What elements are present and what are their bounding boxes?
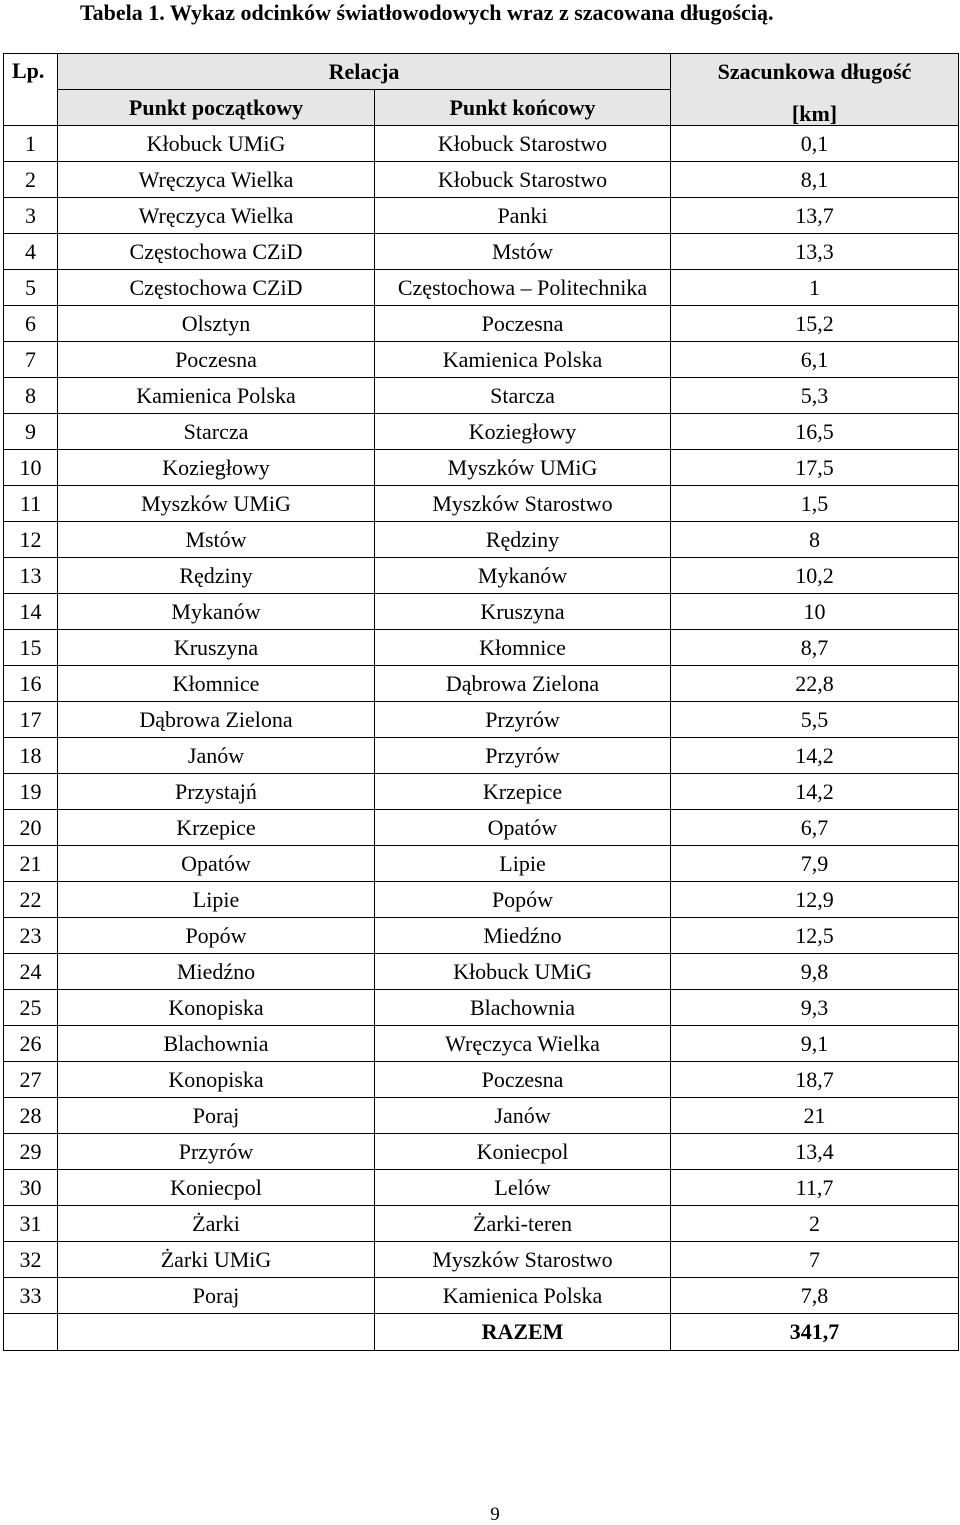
table-row [4,1026,959,1062]
length-km: 10 [671,594,959,630]
end-point: Poczesna [375,1062,671,1098]
start-point: Mstów [58,522,375,558]
row-number: 19 [4,774,58,810]
header-start-point: Punkt początkowy [58,90,375,126]
table-row [4,378,959,414]
start-point: Olsztyn [58,306,375,342]
header-end-point: Punkt końcowy [375,90,671,126]
end-point: Rędziny [375,522,671,558]
length-km: 14,2 [671,774,959,810]
end-point: Myszków UMiG [375,450,671,486]
start-point: Kamienica Polska [58,378,375,414]
row-number: 20 [4,810,58,846]
page-number: 9 [490,1504,500,1525]
length-km: 12,5 [671,918,959,954]
end-point: Janów [375,1098,671,1134]
row-number: 7 [4,342,58,378]
start-point: Częstochowa CZiD [58,234,375,270]
table-row [4,1134,959,1170]
end-point: Lipie [375,846,671,882]
table-row [4,594,959,630]
end-point: Przyrów [375,702,671,738]
table-row [4,234,959,270]
end-point: Przyrów [375,738,671,774]
row-number: 4 [4,234,58,270]
length-km: 22,8 [671,666,959,702]
table-body [4,126,959,1314]
length-km: 6,7 [671,810,959,846]
length-km: 5,3 [671,378,959,414]
length-km: 8,7 [671,630,959,666]
end-point: Kłobuck Starostwo [375,162,671,198]
end-point: Koniecpol [375,1134,671,1170]
header-row-1 [4,54,959,90]
length-km: 18,7 [671,1062,959,1098]
total-row [4,1314,959,1351]
header-relation: Relacja [58,54,671,90]
total-empty-cell [58,1314,375,1351]
row-number: 18 [4,738,58,774]
table-row [4,990,959,1026]
total-empty-cell [4,1314,58,1351]
end-point: Mstów [375,234,671,270]
row-number: 13 [4,558,58,594]
row-number: 8 [4,378,58,414]
length-km: 14,2 [671,738,959,774]
start-point: Poraj [58,1278,375,1314]
table-row [4,1098,959,1134]
row-number: 3 [4,198,58,234]
table-row [4,270,959,306]
row-number: 32 [4,1242,58,1278]
end-point: Blachownia [375,990,671,1026]
table-row [4,846,959,882]
end-point: Poczesna [375,306,671,342]
start-point: Opatów [58,846,375,882]
length-km: 7 [671,1242,959,1278]
start-point: Kłomnice [58,666,375,702]
start-point: Przystajń [58,774,375,810]
row-number: 21 [4,846,58,882]
length-km: 11,7 [671,1170,959,1206]
end-point: Mykanów [375,558,671,594]
row-number: 28 [4,1098,58,1134]
length-km: 0,1 [671,126,959,162]
length-km: 21 [671,1098,959,1134]
length-km: 16,5 [671,414,959,450]
start-point: Konopiska [58,990,375,1026]
end-point: Miedźno [375,918,671,954]
table-row [4,162,959,198]
row-number: 30 [4,1170,58,1206]
end-point: Lelów [375,1170,671,1206]
length-km: 7,8 [671,1278,959,1314]
length-km: 17,5 [671,450,959,486]
table-row [4,1206,959,1242]
end-point: Koziegłowy [375,414,671,450]
row-number: 23 [4,918,58,954]
start-point: Rędziny [58,558,375,594]
start-point: Częstochowa CZiD [58,270,375,306]
end-point: Popów [375,882,671,918]
length-km: 15,2 [671,306,959,342]
start-point: Lipie [58,882,375,918]
end-point: Panki [375,198,671,234]
length-km: 10,2 [671,558,959,594]
end-point: Kłobuck Starostwo [375,126,671,162]
start-point: Blachownia [58,1026,375,1062]
header-unit: [km] [671,90,959,126]
end-point: Dąbrowa Zielona [375,666,671,702]
length-km: 8,1 [671,162,959,198]
end-point: Myszków Starostwo [375,486,671,522]
row-number: 9 [4,414,58,450]
row-number: 12 [4,522,58,558]
start-point: Mykanów [58,594,375,630]
length-km: 13,3 [671,234,959,270]
row-number: 11 [4,486,58,522]
length-km: 5,5 [671,702,959,738]
length-km: 8 [671,522,959,558]
length-km: 9,1 [671,1026,959,1062]
table-row [4,126,959,162]
table-row [4,630,959,666]
row-number: 26 [4,1026,58,1062]
table-row [4,918,959,954]
start-point: Konopiska [58,1062,375,1098]
table-row [4,306,959,342]
table-row [4,414,959,450]
fiber-segments-table [3,53,959,1351]
length-km: 13,4 [671,1134,959,1170]
start-point: Koziegłowy [58,450,375,486]
row-number: 17 [4,702,58,738]
end-point: Opatów [375,810,671,846]
end-point: Myszków Starostwo [375,1242,671,1278]
table-row [4,342,959,378]
row-number: 25 [4,990,58,1026]
header-lp: Lp. [4,54,58,126]
table-row [4,486,959,522]
row-number: 16 [4,666,58,702]
start-point: Miedźno [58,954,375,990]
table-row [4,1278,959,1314]
length-km: 7,9 [671,846,959,882]
end-point: Krzepice [375,774,671,810]
start-point: Myszków UMiG [58,486,375,522]
table-row [4,738,959,774]
header-length: Szacunkowa długość [671,54,959,90]
end-point: Kamienica Polska [375,1278,671,1314]
row-number: 22 [4,882,58,918]
table-row [4,666,959,702]
total-value: 341,7 [671,1314,959,1351]
start-point: Żarki [58,1206,375,1242]
length-km: 9,3 [671,990,959,1026]
start-point: Żarki UMiG [58,1242,375,1278]
row-number: 6 [4,306,58,342]
header-row-2 [4,90,959,126]
table-row [4,954,959,990]
row-number: 33 [4,1278,58,1314]
start-point: Popów [58,918,375,954]
row-number: 15 [4,630,58,666]
end-point: Żarki-teren [375,1206,671,1242]
row-number: 29 [4,1134,58,1170]
start-point: Janów [58,738,375,774]
length-km: 13,7 [671,198,959,234]
row-number: 31 [4,1206,58,1242]
length-km: 2 [671,1206,959,1242]
end-point: Starcza [375,378,671,414]
start-point: Krzepice [58,810,375,846]
table-row [4,1242,959,1278]
end-point: Kłomnice [375,630,671,666]
start-point: Koniecpol [58,1170,375,1206]
length-km: 9,8 [671,954,959,990]
start-point: Starcza [58,414,375,450]
end-point: Kamienica Polska [375,342,671,378]
length-km: 6,1 [671,342,959,378]
start-point: Przyrów [58,1134,375,1170]
start-point: Poraj [58,1098,375,1134]
table-row [4,1062,959,1098]
start-point: Kłobuck UMiG [58,126,375,162]
table-row [4,810,959,846]
table-row [4,774,959,810]
row-number: 24 [4,954,58,990]
table-row [4,882,959,918]
row-number: 5 [4,270,58,306]
table-row [4,450,959,486]
table-row [4,558,959,594]
length-km: 1,5 [671,486,959,522]
row-number: 10 [4,450,58,486]
length-km: 1 [671,270,959,306]
table-title: Tabela 1. Wykaz odcinków światłowodowych wraz z szacowana długością. [80,0,774,25]
table-row [4,1170,959,1206]
table-row [4,198,959,234]
end-point: Wręczyca Wielka [375,1026,671,1062]
end-point: Częstochowa – Politechnika [375,270,671,306]
row-number: 27 [4,1062,58,1098]
row-number: 14 [4,594,58,630]
table-row [4,702,959,738]
end-point: Kłobuck UMiG [375,954,671,990]
start-point: Poczesna [58,342,375,378]
total-label: RAZEM [375,1314,671,1351]
start-point: Dąbrowa Zielona [58,702,375,738]
start-point: Kruszyna [58,630,375,666]
length-km: 12,9 [671,882,959,918]
end-point: Kruszyna [375,594,671,630]
row-number: 2 [4,162,58,198]
row-number: 1 [4,126,58,162]
table-row [4,522,959,558]
start-point: Wręczyca Wielka [58,198,375,234]
start-point: Wręczyca Wielka [58,162,375,198]
